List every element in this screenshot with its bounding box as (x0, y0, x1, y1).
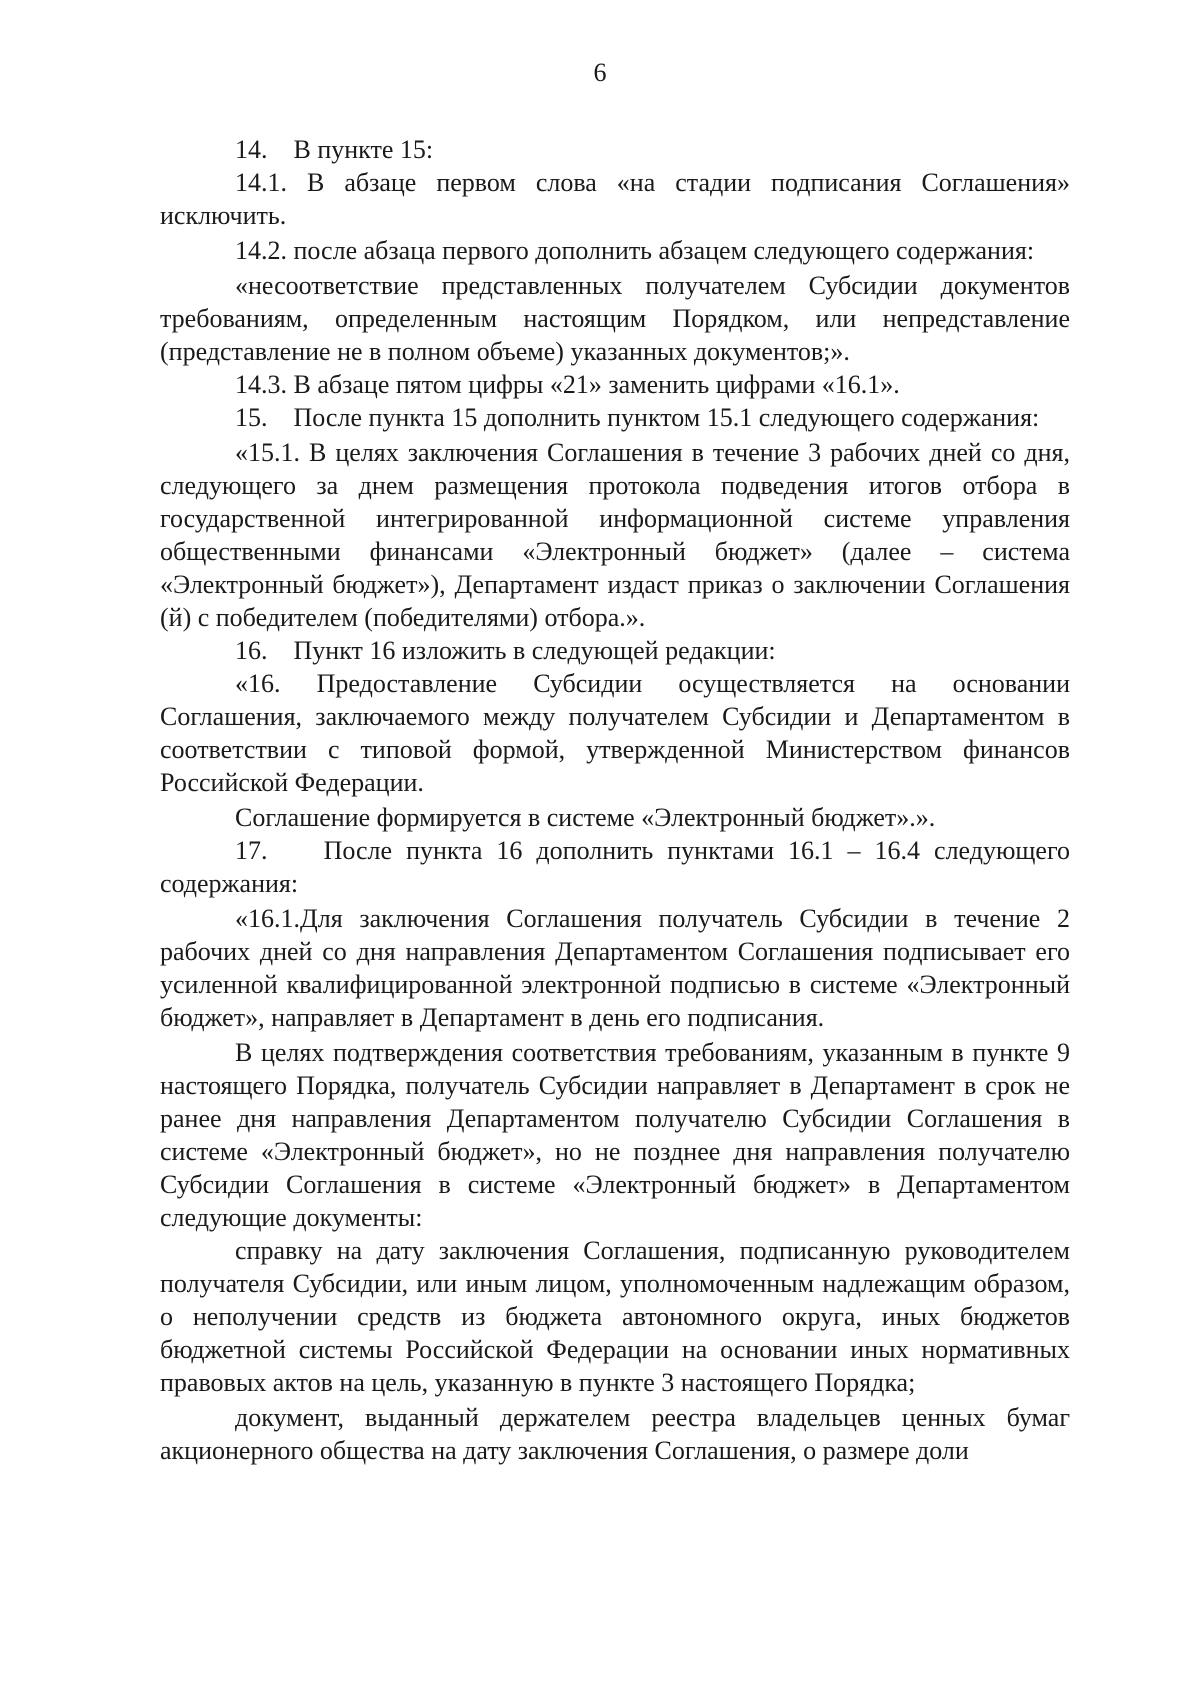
paragraph-item-14: 14. В пункте 15: (235, 135, 434, 164)
paragraph-quote-16: «16. Предоставление Субсидии осуществляется на основании Соглашения, заключаемого между получателем Субсидии и Департаментом в соответствии с типовой формой, утвержденной Министерством финансов Российской Федерации. (160, 669, 1070, 797)
paragraph-quote-15-1: «15.1. В целях заключения Соглашения в течение 3 рабочих дней со дня, следующего за днем размещения протокола подведения итогов отбора в государственной интегрированной информационной системе управления общественными финансами «Электронный бюджет» (далее – система «Электронный бюджет»), Департамент издаст приказ о заключении Соглашения (й) с победителем (победителями) отбора.». (160, 438, 1070, 632)
paragraph-registry-document: документ, выданный держателем реестра владельцев ценных бумаг акционерного общества на дату заключения Соглашения, о размере доли (160, 1403, 1070, 1465)
paragraph-item-15: 15. После пункта 15 дополнить пунктом 15.1 следующего содержания: (235, 403, 1040, 432)
paragraph-quote-16-1: «16.1.Для заключения Соглашения получатель Субсидии в течение 2 рабочих дней со дня направления Департаментом Соглашения подписывает его усиленной квалифицированной электронной подписью в системе «Электронный бюджет», направляет в Департамент в день его подписания. (160, 904, 1070, 1032)
paragraph-subitem-14-3: 14.3. В абзаце пятом цифры «21» заменить цифрами «16.1». (235, 370, 900, 399)
paragraph-quote-nonconformity: «несоответствие представленных получателем Субсидии документов требованиям, определенным настоящим Порядком, или непредставление (представление не в полном объеме) указанных документов;». (160, 271, 1070, 366)
paragraph-subitem-14-2: 14.2. после абзаца первого дополнить абзацем следующего содержания: (235, 236, 1035, 265)
paragraph-subitem-14-1: 14.1. В абзаце первом слова «на стадии подписания Соглашения» исключить. (160, 168, 1070, 230)
document-body (160, 133, 1070, 1467)
page-number: 6 (593, 58, 607, 87)
paragraph-agreement-formed: Соглашение формируется в системе «Электронный бюджет».». (235, 803, 936, 832)
paragraph-item-16: 16. Пункт 16 изложить в следующей редакции: (235, 636, 776, 665)
paragraph-confirmation: В целях подтверждения соответствия требованиям, указанным в пункте 9 настоящего Порядка, получатель Субсидии направляет в Департамент в срок не ранее дня направления Департаментом получателю Субсидии Соглашения в системе «Электронный бюджет», но не позднее дня направления получателю Субсидии Соглашения в системе «Электронный бюджет» в Департаментом следующие документы: (160, 1038, 1070, 1232)
paragraph-certificate: справку на дату заключения Соглашения, подписанную руководителем получателя Субсидии, или иным лицом, уполномоченным надлежащим образом, о неполучении средств из бюджета автономного округа, иных бюджетов бюджетной системы Российской Федерации на основании иных нормативных правовых актов на цель, указанную в пункте 3 настоящего Порядка; (160, 1236, 1070, 1397)
paragraph-item-17: 17. После пункта 16 дополнить пунктами 16.1 – 16.4 следующего содержания: (160, 836, 1070, 898)
